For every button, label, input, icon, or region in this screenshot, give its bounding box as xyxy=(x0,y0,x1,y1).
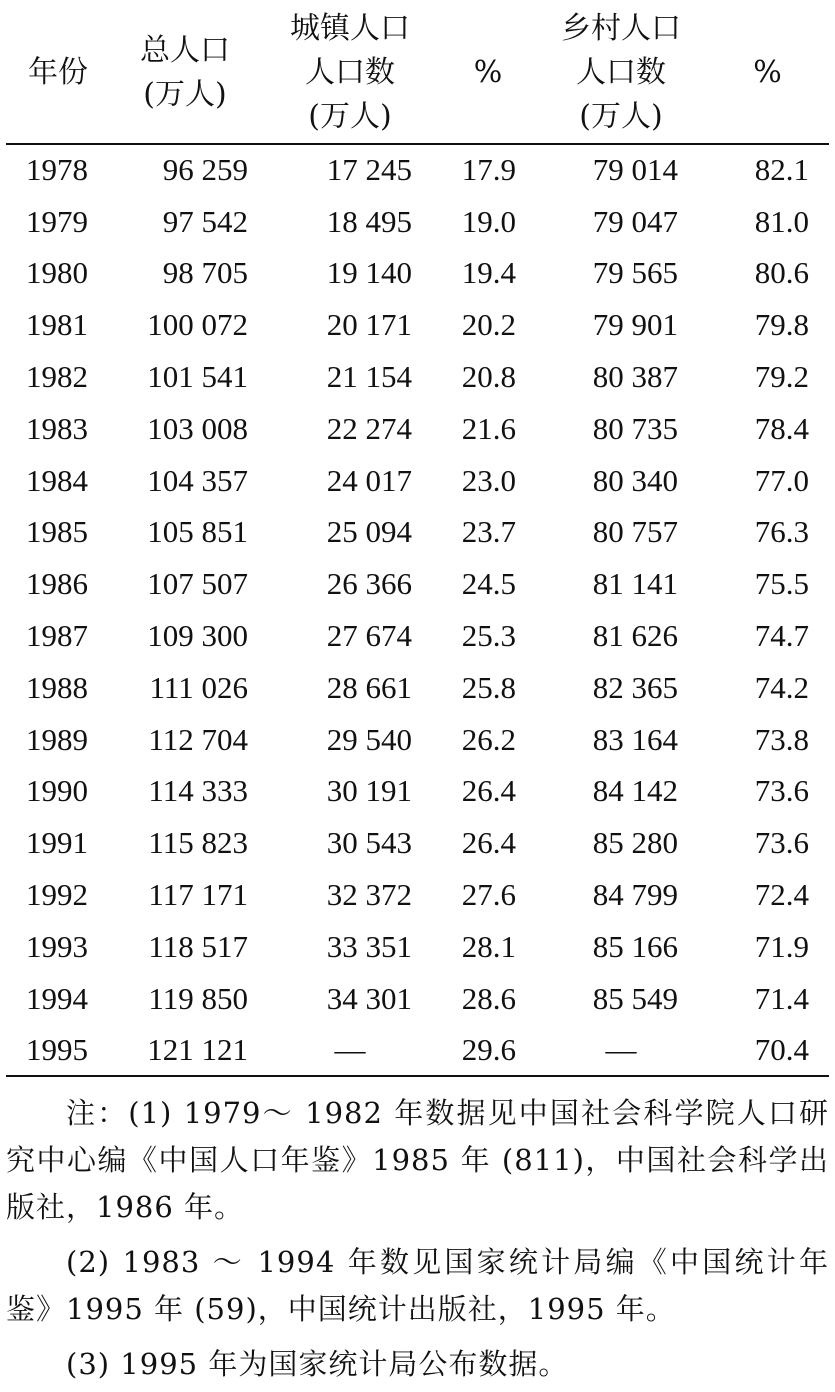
cell-rural: 84 799 xyxy=(592,877,678,913)
cell-year: 1995 xyxy=(26,1031,88,1067)
cell-rural-pct: 79.8 xyxy=(754,307,809,343)
header-row xyxy=(6,2,829,144)
cell-total: 119 850 xyxy=(148,980,248,1016)
cell-rural-pct: 73.6 xyxy=(754,773,809,809)
cell-rural-pct: 73.8 xyxy=(754,721,809,757)
cell-total: 114 333 xyxy=(148,773,248,809)
cell-rural: 79 901 xyxy=(592,307,678,343)
header-urban-line3: (万人) xyxy=(308,98,392,134)
header-urban-pct xyxy=(440,2,536,144)
cell-rural: 79 047 xyxy=(592,203,678,239)
header-rural-pct-label: % xyxy=(753,54,782,90)
cell-year: 1987 xyxy=(26,618,88,654)
cell-year: 1991 xyxy=(26,825,88,861)
table-row xyxy=(6,973,829,1025)
table-row xyxy=(6,817,829,869)
cell-total: 121 121 xyxy=(147,1031,248,1067)
table-row xyxy=(6,144,829,196)
cell-year: 1982 xyxy=(26,359,88,395)
cell-year: 1983 xyxy=(26,410,88,446)
header-total xyxy=(110,2,260,144)
cell-rural: 85 549 xyxy=(592,980,678,1016)
cell-total: 97 542 xyxy=(162,203,248,239)
cell-urban-pct: 23.0 xyxy=(461,462,516,498)
cell-urban-pct: 28.6 xyxy=(461,980,516,1016)
table-row xyxy=(6,921,829,973)
table-row xyxy=(6,455,829,507)
population-table xyxy=(6,2,829,1077)
cell-year: 1986 xyxy=(26,566,88,602)
cell-urban: 32 372 xyxy=(326,877,412,913)
cell-year: 1984 xyxy=(26,462,88,498)
cell-urban: 27 674 xyxy=(326,618,412,654)
cell-total: 118 517 xyxy=(148,928,248,964)
table-row xyxy=(6,714,829,766)
cell-urban: 21 154 xyxy=(326,359,412,395)
table-row xyxy=(6,1025,829,1077)
cell-year: 1992 xyxy=(26,877,88,913)
table-row xyxy=(6,351,829,403)
cell-total: 105 851 xyxy=(147,514,248,550)
cell-urban-pct: 24.5 xyxy=(461,566,516,602)
header-urban-line2: 人口数 xyxy=(305,54,395,90)
cell-urban-pct: 28.1 xyxy=(461,928,516,964)
cell-urban: 18 495 xyxy=(326,203,412,239)
cell-urban-pct: 26.4 xyxy=(461,773,516,809)
table-row xyxy=(6,662,829,714)
cell-year: 1993 xyxy=(26,928,88,964)
table-row xyxy=(6,248,829,300)
cell-urban-pct: 19.4 xyxy=(461,255,516,291)
cell-urban-pct: 25.3 xyxy=(461,618,516,654)
cell-urban-pct: 27.6 xyxy=(461,877,516,913)
cell-rural: 81 141 xyxy=(592,566,678,602)
table-row xyxy=(6,299,829,351)
table-row xyxy=(6,507,829,559)
header-urban-pct-label: % xyxy=(473,54,503,90)
table-row xyxy=(6,610,829,662)
header-rural-pct xyxy=(706,2,829,144)
cell-total: 107 507 xyxy=(147,566,248,602)
cell-rural-pct: 78.4 xyxy=(754,410,809,446)
cell-rural: 80 735 xyxy=(592,410,678,446)
header-rural xyxy=(536,2,706,144)
cell-year: 1979 xyxy=(26,203,88,239)
cell-rural-pct: 70.4 xyxy=(754,1031,809,1067)
note-1: 注：(1) 1979～ 1982 年数据见中国社会科学院人口研究中心编《中国人口年鉴》1985 年 (811)，中国社会科学出版社，1986 年。 xyxy=(6,1096,829,1224)
cell-total: 101 541 xyxy=(147,359,248,395)
cell-urban-pct: 26.4 xyxy=(461,825,516,861)
cell-rural: 85 166 xyxy=(592,928,678,964)
cell-total: 115 823 xyxy=(148,825,248,861)
cell-total: 112 704 xyxy=(148,721,248,757)
cell-urban-pct: 21.6 xyxy=(461,410,516,446)
cell-total: 96 259 xyxy=(162,152,248,188)
cell-total: 100 072 xyxy=(147,307,248,343)
cell-rural-pct: 71.4 xyxy=(754,980,809,1016)
cell-rural-pct: 72.4 xyxy=(754,877,809,913)
cell-rural-pct: 74.7 xyxy=(754,618,809,654)
header-rural-line3: (万人) xyxy=(579,98,663,134)
cell-year: 1980 xyxy=(26,255,88,291)
cell-rural-pct: 76.3 xyxy=(754,514,809,550)
cell-rural: 80 757 xyxy=(592,514,678,550)
cell-year: 1994 xyxy=(26,980,88,1016)
cell-urban: 28 661 xyxy=(326,669,412,705)
note-3: (3) 1995 年为国家统计局公布数据。 xyxy=(66,1347,569,1381)
header-total-line1: 总人口 xyxy=(140,32,230,68)
cell-total: 98 705 xyxy=(162,255,248,291)
header-year-label: 年份 xyxy=(28,54,88,90)
table-row xyxy=(6,869,829,921)
cell-year: 1989 xyxy=(26,721,88,757)
table-header xyxy=(6,2,829,144)
cell-rural: 80 340 xyxy=(592,462,678,498)
cell-urban-pct: 25.8 xyxy=(461,669,516,705)
cell-total: 111 026 xyxy=(149,669,248,705)
cell-urban: 24 017 xyxy=(326,462,412,498)
cell-rural: 83 164 xyxy=(592,721,678,757)
cell-urban: 25 094 xyxy=(326,514,412,550)
cell-total: 103 008 xyxy=(147,410,248,446)
table-row xyxy=(6,766,829,818)
header-year xyxy=(6,2,110,144)
cell-rural-pct: 74.2 xyxy=(754,669,809,705)
header-rural-line1: 乡村人口 xyxy=(561,10,681,46)
cell-total: 109 300 xyxy=(147,618,248,654)
cell-urban: 22 274 xyxy=(326,410,412,446)
notes-section xyxy=(6,1090,829,1388)
cell-rural-pct: 75.5 xyxy=(754,566,809,602)
cell-rural-pct: 73.6 xyxy=(754,825,809,861)
cell-urban: 19 140 xyxy=(326,255,412,291)
cell-rural: 80 387 xyxy=(592,359,678,395)
cell-rural: 85 280 xyxy=(592,825,678,861)
cell-urban: 29 540 xyxy=(326,721,412,757)
cell-urban: 34 301 xyxy=(326,980,412,1016)
cell-rural: 79 565 xyxy=(592,255,678,291)
cell-urban: 20 171 xyxy=(326,307,412,343)
table-row xyxy=(6,403,829,455)
cell-urban-pct: 20.2 xyxy=(461,307,516,343)
cell-year: 1988 xyxy=(26,669,88,705)
cell-rural-pct: 82.1 xyxy=(754,152,809,188)
header-urban xyxy=(260,2,440,144)
cell-urban: 17 245 xyxy=(326,152,412,188)
cell-urban: 30 191 xyxy=(326,773,412,809)
cell-urban-pct: 19.0 xyxy=(461,203,516,239)
cell-urban-pct: 20.8 xyxy=(461,359,516,395)
header-total-line2: (万人) xyxy=(143,76,227,112)
cell-total: 117 171 xyxy=(148,877,248,913)
cell-rural: 84 142 xyxy=(592,773,678,809)
table-row xyxy=(6,558,829,610)
cell-rural: 79 014 xyxy=(592,152,678,188)
cell-urban: 33 351 xyxy=(326,928,412,964)
cell-urban: 30 543 xyxy=(326,825,412,861)
cell-rural-pct: 71.9 xyxy=(754,928,809,964)
note-2: (2) 1983 ～ 1994 年数见国家统计局编《中国统计年鉴》1995 年 (59)，中国统计出版社，1995 年。 xyxy=(6,1245,829,1326)
table-body xyxy=(6,144,829,1076)
table-row xyxy=(6,196,829,248)
cell-year: 1978 xyxy=(26,152,88,188)
cell-rural-pct: 80.6 xyxy=(754,255,809,291)
cell-year: 1981 xyxy=(26,307,88,343)
cell-rural: 81 626 xyxy=(592,618,678,654)
cell-rural-pct: 79.2 xyxy=(754,359,809,395)
cell-urban-pct: 29.6 xyxy=(461,1031,516,1067)
cell-rural: — xyxy=(605,1031,637,1067)
cell-urban: 26 366 xyxy=(326,566,412,602)
cell-rural: 82 365 xyxy=(592,669,678,705)
cell-urban-pct: 26.2 xyxy=(461,721,516,757)
cell-year: 1990 xyxy=(26,773,88,809)
cell-urban: — xyxy=(334,1031,366,1067)
header-urban-line1: 城镇人口 xyxy=(290,10,410,46)
cell-rural-pct: 77.0 xyxy=(754,462,809,498)
cell-urban-pct: 23.7 xyxy=(461,514,516,550)
cell-total: 104 357 xyxy=(147,462,248,498)
header-rural-line2: 人口数 xyxy=(576,54,666,90)
cell-year: 1985 xyxy=(26,514,88,550)
cell-rural-pct: 81.0 xyxy=(754,203,809,239)
cell-urban-pct: 17.9 xyxy=(461,152,516,188)
